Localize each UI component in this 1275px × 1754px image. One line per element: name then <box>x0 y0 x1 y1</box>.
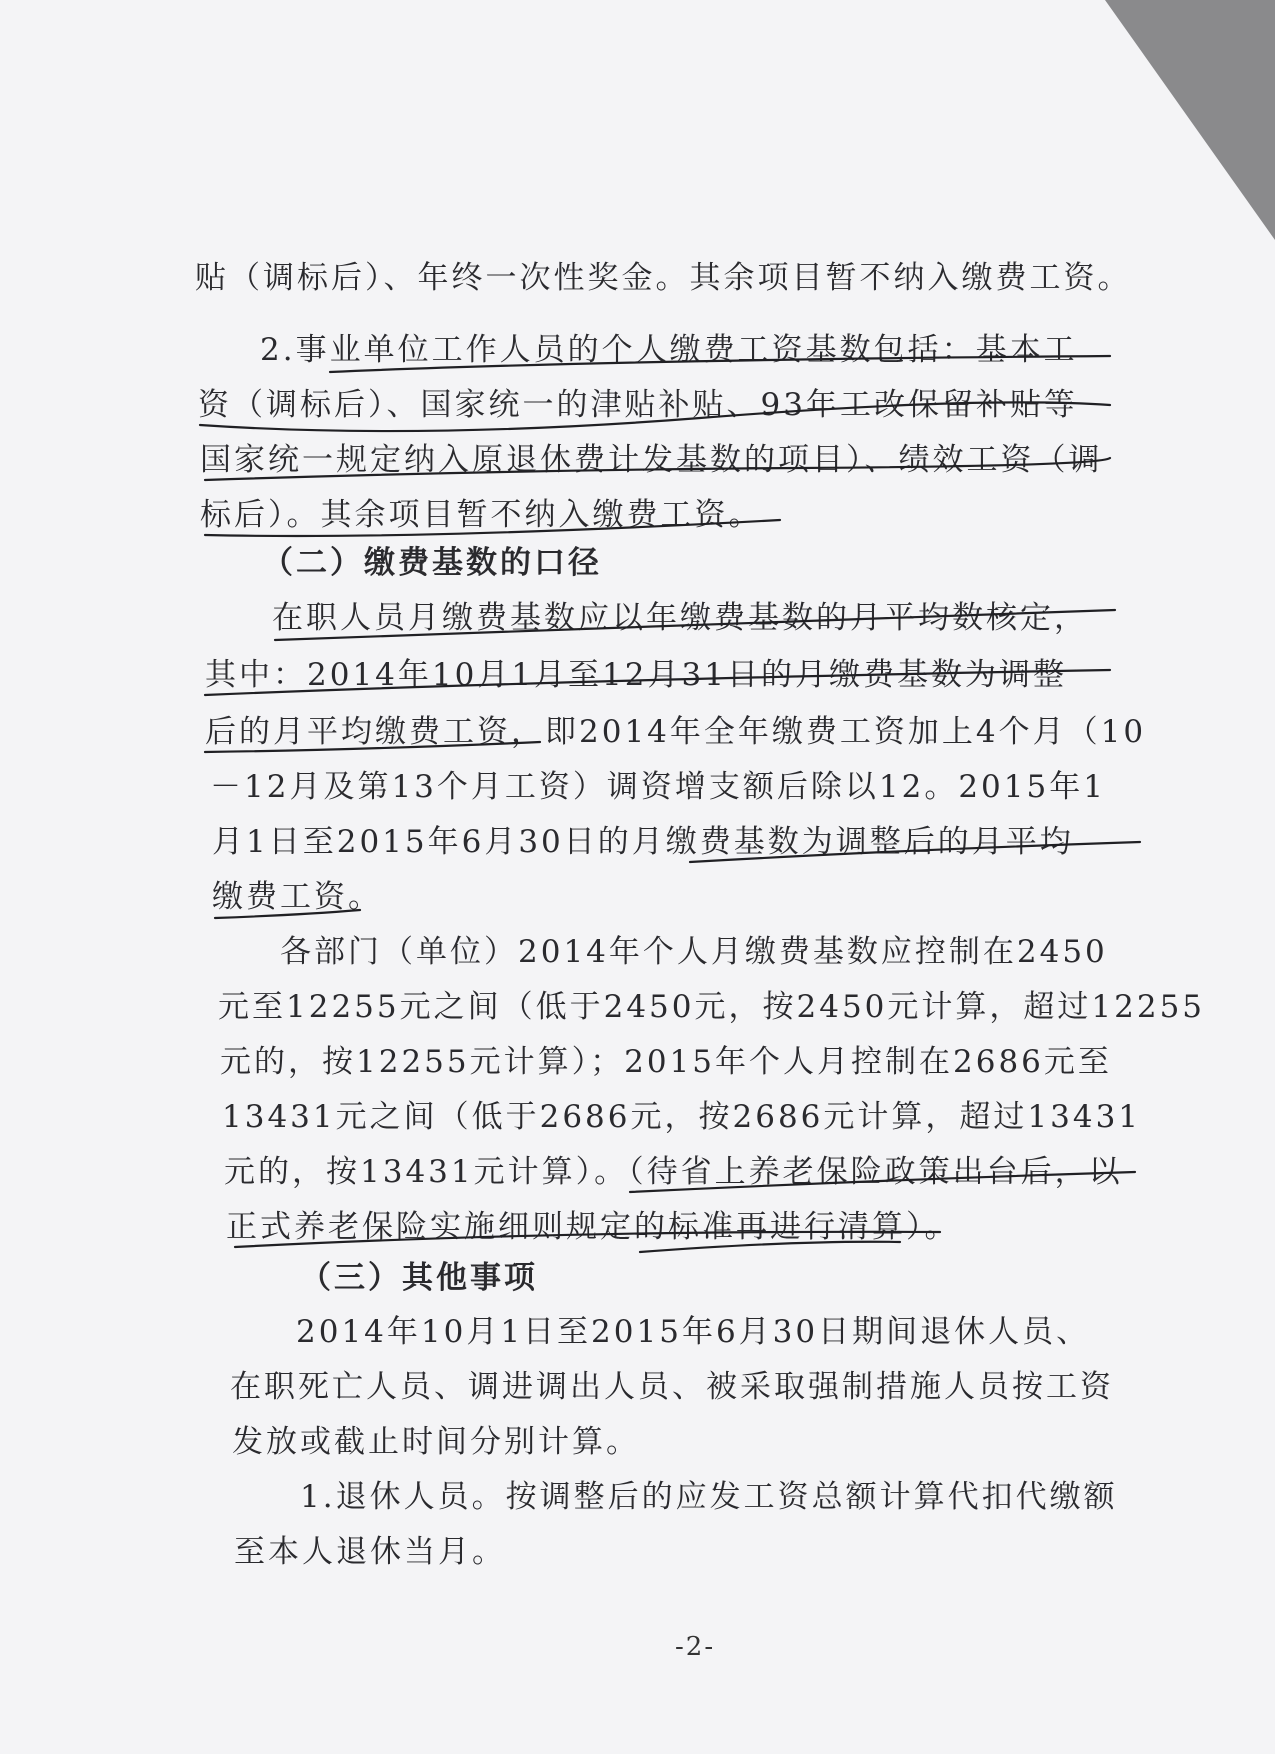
text-line: 2014年10月1日至2015年6月30日期间退休人员、 <box>296 1314 1091 1350</box>
text-line: 贴（调标后）、年终一次性奖金。其余项目暂不纳入缴费工资。 <box>195 260 1132 296</box>
text-line: 发放或截止时间分别计算。 <box>232 1424 640 1460</box>
text-line: 至本人退休当月。 <box>234 1534 506 1570</box>
scan-corner-shadow <box>1105 0 1275 240</box>
text-line: 正式养老保险实施细则规定的标准再进行清算）。 <box>226 1209 959 1245</box>
text-line: 其中：2014年10月1月至12月31日的月缴费基数为调整 <box>205 657 1067 693</box>
text-line: 国家统一规定纳入原退休费计发基数的项目）、绩效工资（调 <box>200 442 1103 478</box>
section-heading-2: （二）缴费基数的口径 <box>262 545 602 581</box>
text-line: －12月及第13个月工资）调资增支额后除以12。2015年1 <box>210 769 1106 805</box>
text-line: 各部门（单位）2014年个人月缴费基数应控制在2450 <box>280 934 1108 970</box>
text-line: 元的，按12255元计算）；2015年个人月控制在2686元至 <box>220 1044 1112 1080</box>
text-line: 元至12255元之间（低于2450元，按2450元计算，超过12255 <box>218 989 1206 1025</box>
text-line: 后的月平均缴费工资，即2014年全年缴费工资加上4个月（10 <box>205 714 1147 750</box>
page-number: -2- <box>675 1632 716 1662</box>
text-line: 2.事业单位工作人员的个人缴费工资基数包括：基本工 <box>260 332 1078 368</box>
text-line: 月1日至2015年6月30日的月缴费基数为调整后的月平均 <box>212 824 1074 860</box>
text-line: 在职人员月缴费基数应以年缴费基数的月平均数核定， <box>272 600 1088 636</box>
text-line: 在职死亡人员、调进调出人员、被采取强制措施人员按工资 <box>230 1369 1114 1405</box>
text-line: 13431元之间（低于2686元，按2686元计算，超过13431 <box>222 1099 1142 1135</box>
text-line: 标后）。其余项目暂不纳入缴费工资。 <box>200 497 763 533</box>
text-line: 1.退休人员。按调整后的应发工资总额计算代扣代缴额 <box>300 1479 1118 1515</box>
text-line: 资（调标后）、国家统一的津贴补贴、93年工改保留补贴等 <box>198 387 1078 423</box>
text-line: 元的，按13431元计算）。（待省上养老保险政策出台后，以 <box>224 1154 1123 1190</box>
text-line: 缴费工资。 <box>212 879 382 915</box>
section-heading-3: （三）其他事项 <box>300 1260 538 1296</box>
